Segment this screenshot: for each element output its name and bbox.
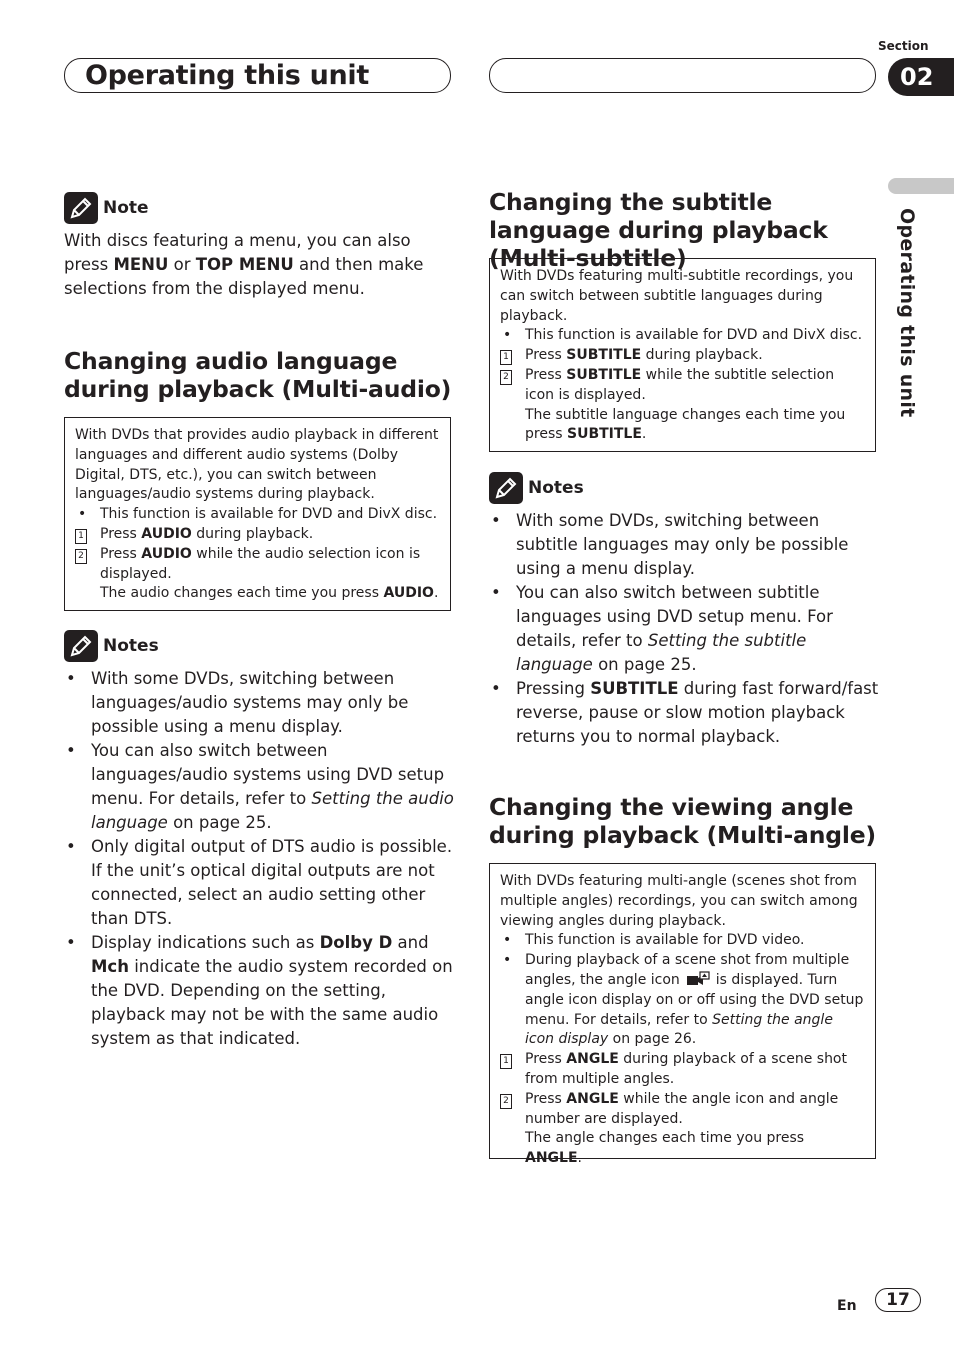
audio-procedure-box: [64, 417, 451, 611]
audio-step-2: 2 Press AUDIO while the audio selection icon is displayed.: [75, 545, 440, 585]
subtitle-result: The subtitle language changes each time you press SUBTITLE.: [525, 406, 846, 443]
list-item: • Display indications such as Dolby D and Mch indicate the audio system recorded on the DVD. Depending on the setting, playback may not be with the same audio system as that indicated.: [66, 933, 453, 1048]
subtitle-bullet: • This function is available for DVD and DivX disc.: [503, 327, 863, 344]
header-title-frame: [64, 58, 451, 93]
header-blank-frame: [489, 58, 876, 93]
list-item: • You can also switch between subtitle languages using DVD setup menu. For details, refer to Setting the subtitle language on page 25.: [491, 583, 833, 674]
subtitle-procedure-box: [489, 258, 876, 452]
angle-procedure-box: [489, 863, 876, 1167]
page-number: 17: [875, 1288, 921, 1312]
language-code: En: [837, 1298, 857, 1314]
audio-bullet: • This function is available for DVD and DivX disc.: [78, 506, 438, 523]
angle-intro: With DVDs featuring multi-angle (scenes shot from multiple angles) recordings, you can switch among viewing angles during playback.: [500, 873, 858, 929]
section-label: Section: [878, 39, 929, 53]
pencil-note-icon: [64, 192, 98, 224]
subtitle-step-2: 2 Press SUBTITLE while the subtitle selection icon is displayed.: [500, 366, 865, 406]
pencil-note-icon: [64, 630, 98, 662]
subtitle-notes-list: [489, 509, 879, 749]
list-item: • With some DVDs, switching between subtitle languages may only be possible using a menu display.: [491, 511, 849, 578]
angle-bullet-1: • This function is available for DVD video.: [503, 932, 805, 949]
list-item: • You can also switch between languages/audio systems using DVD setup menu. For details, refer to Setting the audio language on page 25.: [66, 741, 454, 832]
angle-result: The angle changes each time you press ANGLE.: [525, 1130, 805, 1167]
note-text: With discs featuring a menu, you can also press MENU or TOP MENU and then make selections from the displayed menu.: [64, 231, 424, 298]
subtitle-heading: Changing the subtitle language during playback (Multi-subtitle): [489, 188, 828, 272]
audio-heading: Changing audio language during playback (Multi-audio): [64, 347, 452, 403]
page-title: Operating this unit: [85, 60, 369, 91]
audio-step-1: 1 Press AUDIO during playback.: [75, 525, 440, 545]
angle-heading: Changing the viewing angle during playback (Multi-angle): [489, 793, 876, 849]
camera-angle-icon: [686, 971, 710, 987]
note-heading: Note: [64, 192, 149, 224]
subtitle-notes-heading: Notes: [489, 472, 584, 504]
audio-notes-list: [64, 667, 454, 1051]
side-tab-bar: [888, 178, 954, 194]
list-item: • Only digital output of DTS audio is possible. If the unit’s optical digital outputs are not connected, select an audio setting other than DTS.: [66, 837, 453, 928]
audio-notes-heading: Notes: [64, 630, 159, 662]
side-tab-label: Operating this unit: [896, 208, 918, 418]
section-number: 02: [888, 58, 954, 96]
list-item: • With some DVDs, switching between languages/audio systems may only be possible using a menu display.: [66, 669, 409, 736]
list-item: • Pressing SUBTITLE during fast forward/fast reverse, pause or slow motion playback returns you to normal playback.: [491, 679, 879, 746]
angle-step-1: 1 Press ANGLE during playback of a scene shot from multiple angles.: [500, 1050, 865, 1090]
audio-intro: With DVDs that provides audio playback in different languages and different audio systems (Dolby Digital, DTS, etc.), you can switch between languages/audio systems during playback.: [75, 427, 439, 503]
audio-result: The audio changes each time you press AUDIO.: [100, 585, 439, 602]
subtitle-intro: With DVDs featuring multi-subtitle recordings, you can switch between subtitle languages during playback.: [500, 268, 854, 324]
pencil-note-icon: [489, 472, 523, 504]
subtitle-step-1: 1 Press SUBTITLE during playback.: [500, 346, 865, 366]
angle-step-2: 2 Press ANGLE while the angle icon and angle number are displayed.: [500, 1090, 865, 1130]
angle-bullet-2: • During playback of a scene shot from multiple angles, the angle icon is displayed. Turn angle icon display on or off using the DVD setup menu. For details, refer to Setting the angle icon display on page 26.: [503, 952, 864, 1048]
